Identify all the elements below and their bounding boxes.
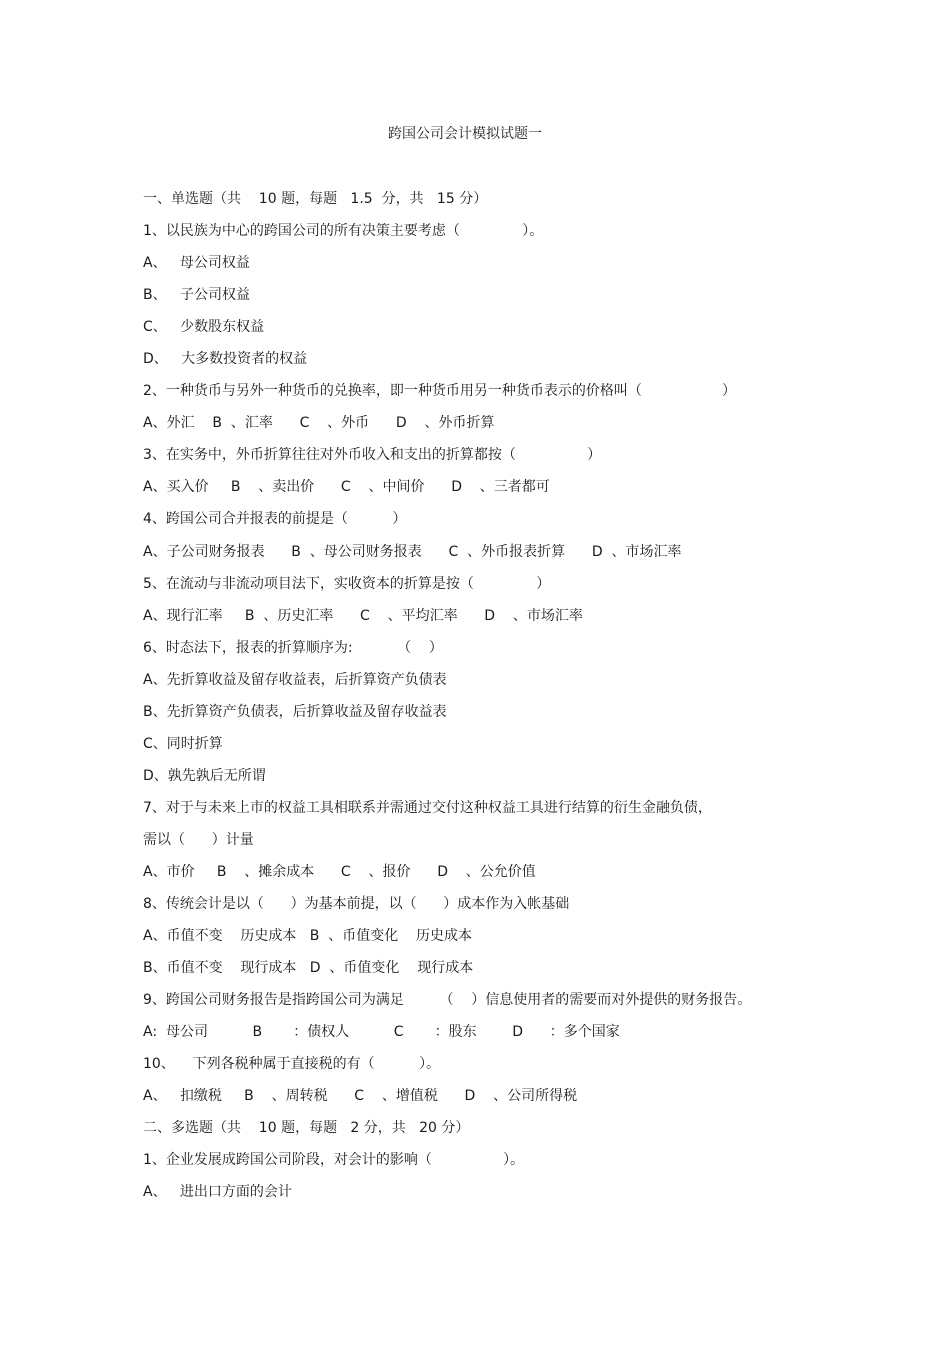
text-line: 1、以民族为中心的跨国公司的所有决策主要考虑（ ）。 bbox=[143, 223, 544, 240]
text-line: 7、对于与未来上市的权益工具相联系并需通过交付这种权益工具进行结算的衍生金融负债， bbox=[143, 799, 712, 816]
text-line: 二、多选题（共 10 题，每题 2 分，共 20 分） bbox=[143, 1120, 470, 1137]
text-line: 一、单选题（共 10 题，每题 1.5 分，共 15 分） bbox=[143, 191, 488, 207]
text-line: A、币值不变 历史成本 B 、币值变化 历史成本 bbox=[143, 928, 473, 945]
text-line: C、 少数股东权益 bbox=[143, 319, 265, 336]
text-line: B、先折算资产负债表，后折算收益及留存收益表 bbox=[143, 703, 447, 720]
text-line: A、外汇 B 、汇率 C 、外币 D 、外币折算 bbox=[143, 415, 495, 432]
text-line: B、币值不变 现行成本 D 、币值变化 现行成本 bbox=[143, 960, 474, 977]
text-line: A、现行汇率 B 、历史汇率 C 、平均汇率 D 、市场汇率 bbox=[143, 607, 583, 624]
text-line: 1、企业发展成跨国公司阶段，对会计的影响（ ）。 bbox=[143, 1152, 525, 1169]
text-line: 9、跨国公司财务报告是指跨国公司为满足 （ ）信息使用者的需要而对外提供的财务报告。 bbox=[143, 992, 752, 1009]
text-line: A、子公司财务报表 B 、母公司财务报表 C 、外币报表折算 D 、市场汇率 bbox=[143, 543, 682, 560]
page-title: 跨国公司会计模拟试题一 bbox=[388, 126, 542, 142]
text-line: A、市价 B 、摊余成本 C 、报价 D 、公允价值 bbox=[143, 863, 536, 880]
text-line: A、 母公司权益 bbox=[143, 255, 250, 272]
text-line: B、 子公司权益 bbox=[143, 287, 250, 304]
text-line: A、 扣缴税 B 、周转税 C 、增值税 D 、公司所得税 bbox=[143, 1088, 578, 1105]
text-line: A、买入价 B 、卖出价 C 、中间价 D 、三者都可 bbox=[143, 479, 550, 496]
text-line: D、孰先孰后无所谓 bbox=[143, 767, 266, 784]
text-line: 4、跨国公司合并报表的前提是（ ） bbox=[143, 511, 407, 528]
text-line: 需以（ ）计量 bbox=[143, 831, 254, 848]
text-line: 5、在流动与非流动项目法下，实收资本的折算是按（ ） bbox=[143, 575, 551, 592]
text-line: 6、时态法下，报表的折算顺序为: （ ） bbox=[143, 639, 443, 656]
text-line: A、先折算收益及留存收益表，后折算资产负债表 bbox=[143, 671, 447, 688]
text-line: 3、在实务中，外币折算往往对外币收入和支出的折算都按（ ） bbox=[143, 447, 602, 464]
text-line: 2、一种货币与另外一种货币的兑换率，即一种货币用另一种货币表示的价格叫（ ） bbox=[143, 383, 737, 400]
text-line: 10、 下列各税种属于直接税的有（ ）。 bbox=[143, 1056, 441, 1073]
text-line: A、 进出口方面的会计 bbox=[143, 1184, 292, 1201]
question-list bbox=[143, 188, 903, 1214]
text-line: D、 大多数投资者的权益 bbox=[143, 351, 308, 368]
text-line: 8、传统会计是以（ ）为基本前提，以（ ）成本作为入帐基础 bbox=[143, 896, 570, 913]
text-line: C、同时折算 bbox=[143, 735, 223, 752]
text-line: A: 母公司 B ：债权人 C ：股东 D ：多个国家 bbox=[143, 1024, 620, 1041]
